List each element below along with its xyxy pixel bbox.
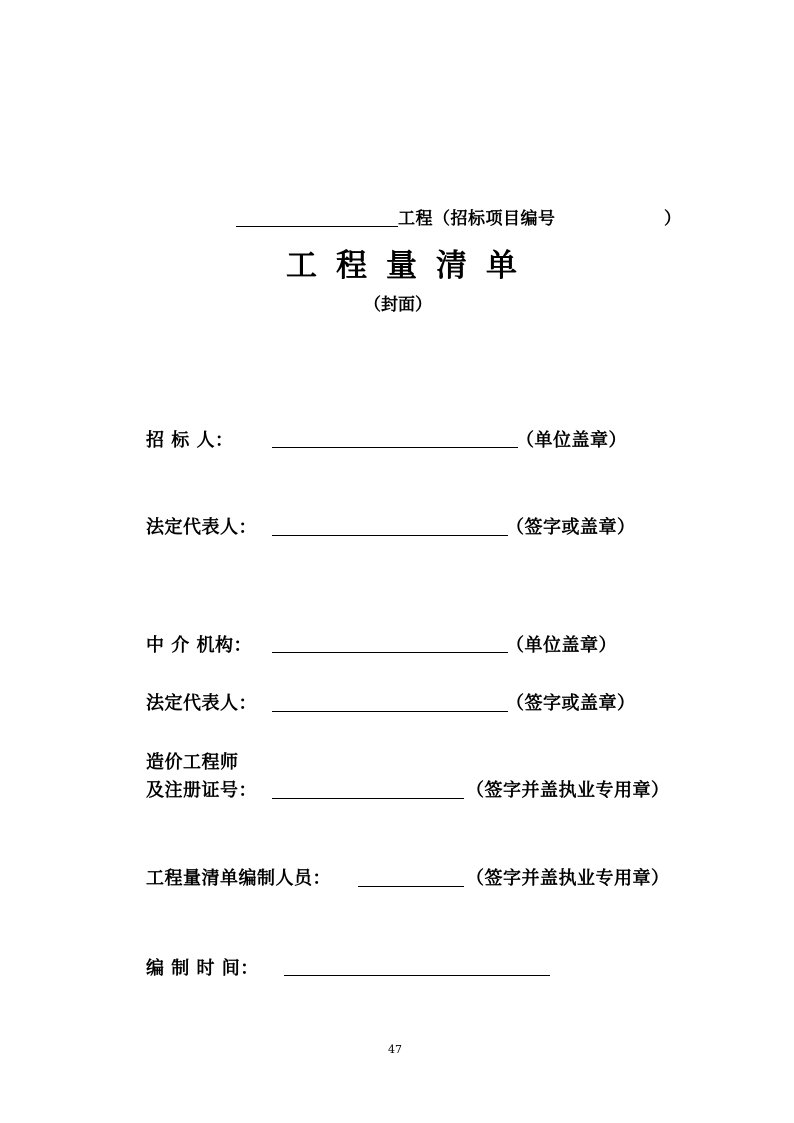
page-title: 工程量清单	[286, 248, 536, 284]
compile-date-label: 编 制 时 间：	[146, 958, 259, 979]
tenderer-note: （单位盖章）	[516, 430, 627, 451]
cost-engineer-label-line1: 造价工程师	[146, 752, 239, 773]
legal-rep-field[interactable]	[272, 535, 508, 536]
cost-engineer-field[interactable]	[272, 798, 464, 799]
project-name-blank[interactable]	[236, 226, 398, 227]
cost-engineer-note: （签字并盖执业专用章）	[466, 780, 670, 801]
legal-rep-label: 法定代表人：	[146, 517, 257, 538]
cost-engineer-label: 及注册证号：	[146, 780, 257, 801]
page-number: 47	[388, 1043, 402, 1056]
project-close-paren: ）	[664, 209, 682, 229]
agency-legal-rep-note: （签字或盖章）	[506, 693, 636, 714]
compile-date-field[interactable]	[284, 975, 550, 976]
project-suffix: 工程（招标项目编号	[398, 209, 556, 229]
agency-legal-rep-field[interactable]	[272, 711, 508, 712]
tenderer-label: 招 标 人：	[146, 430, 234, 451]
legal-rep-note: （签字或盖章）	[506, 517, 636, 538]
agency-legal-rep-label: 法定代表人：	[146, 693, 257, 714]
agency-field[interactable]	[272, 652, 508, 653]
compiler-field[interactable]	[358, 886, 464, 887]
compiler-label: 工程量清单编制人员：	[146, 868, 331, 889]
tenderer-field[interactable]	[272, 447, 518, 448]
agency-note: （单位盖章）	[506, 635, 617, 656]
project-heading	[398, 204, 556, 229]
page-subtitle: （封面）	[364, 295, 432, 315]
agency-label: 中 介 机构：	[146, 635, 253, 656]
compiler-note: （签字并盖执业专用章）	[466, 868, 670, 889]
